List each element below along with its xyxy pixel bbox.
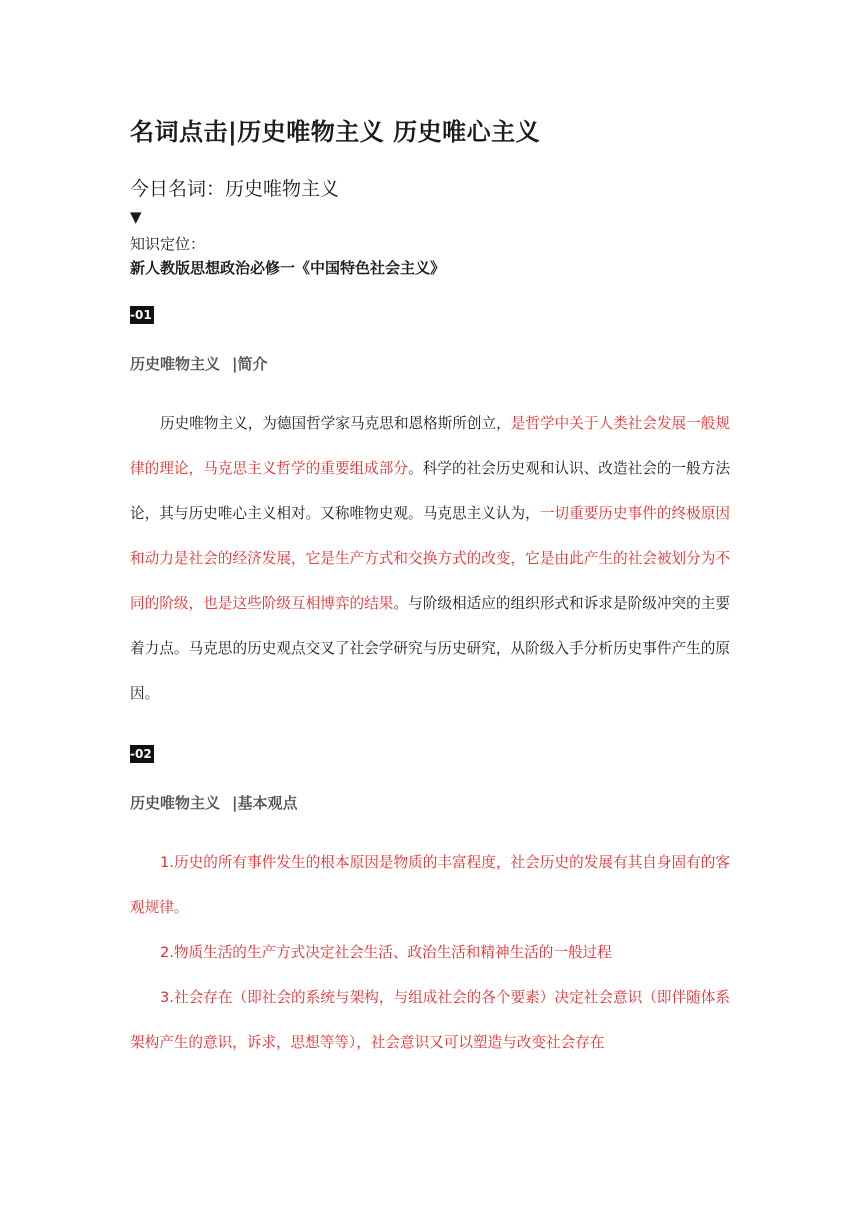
section-heading-02 — [130, 792, 298, 813]
knowledge-value: 新人教版思想政治必修一《中国特色社会主义》 — [130, 259, 446, 277]
knowledge-label: 知识定位： — [130, 235, 206, 253]
section-heading-sub: |基本观点 — [232, 794, 298, 812]
section-heading-01 — [130, 353, 268, 374]
section-heading-sub: |简介 — [232, 355, 268, 373]
article-title: 名词点击|历史唯物主义 历史唯心主义 — [130, 118, 541, 146]
section-tag-02: -02 — [130, 747, 152, 761]
intro-run: 。科学的社会历史观和认识、改造社会的一般方法论，其与历史唯心主义相对。又称唯物史观。马克思主义认为， — [130, 460, 730, 522]
point-item-2: 2.物质生活的生产方式决定社会生活、政治生活和精神生活的一般过程 — [160, 944, 612, 961]
intro-paragraph — [130, 401, 730, 716]
intro-run: 历史唯物主义，为德国哲学家马克思和恩格斯所创立， — [160, 415, 511, 432]
intro-run: 。与阶级相适应的组织形式和诉求是阶级冲突的主要着力点。马克思的历史观点交叉了社会学研究与历史研究，从阶级入手分析历史事件产生的原因。 — [130, 595, 730, 702]
section-tag-01: -01 — [130, 308, 152, 322]
down-arrow-icon: ▼ — [130, 208, 142, 226]
intro-run-highlight: 一切重要历史事件的终极原因和动力是社会的经济发展，它是生产方式和交换方式的改变，它是由此产生的社会被划分为不同的阶级，也是这些阶级互相博弈的结果 — [130, 505, 730, 612]
today-term: 今日名词：历史唯物主义 — [130, 178, 340, 200]
point-item-3: 3.社会存在（即社会的系统与架构，与组成社会的各个要素）决定社会意识（即伴随体系架构产生的意识，诉求，思想等等），社会意识又可以塑造与改变社会存在 — [130, 989, 730, 1051]
intro-run-highlight: 是哲学中关于人类社会发展一般规律的理论，马克思主义哲学的重要组成部分 — [130, 415, 730, 477]
section-heading-main: 历史唯物主义 — [130, 794, 221, 812]
point-item-1: 1.历史的所有事件发生的根本原因是物质的丰富程度，社会历史的发展有其自身固有的客观规律。 — [130, 854, 730, 916]
section-heading-main: 历史唯物主义 — [130, 355, 221, 373]
